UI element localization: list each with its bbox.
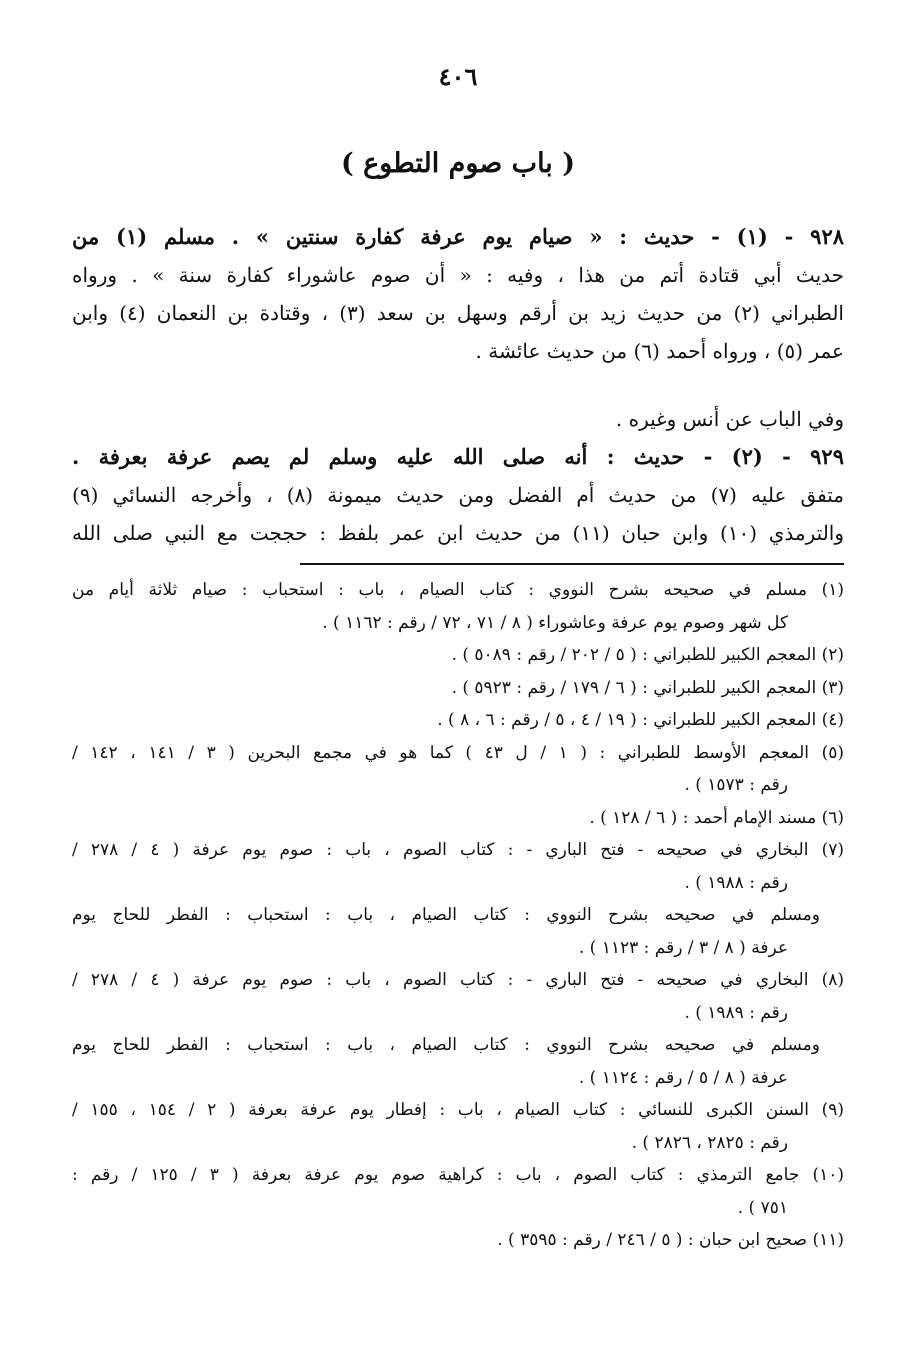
text-line: وفي الباب عن أنس وغيره . <box>615 407 844 431</box>
footnote-line: ومسلم في صحيحه بشرح النووي : كتاب الصيام ، باب : استحباب : الفطر للحاج يوم <box>72 1035 820 1055</box>
footnote-line: (٨) البخاري في صحيحه - فتح الباري - : كتاب الصوم ، باب : صوم يوم عرفة ( ٤ / ٢٧٨ / <box>72 970 844 990</box>
text-line: والترمذي (١٠) وابن حبان (١١) من حديث ابن عمر بلفظ : حججت مع النبي صلى الله <box>72 521 844 545</box>
footnote-line: (٣) المعجم الكبير للطبراني : ( ٦ / ١٧٩ / رقم : ٥٩٢٣ ) . <box>451 677 844 698</box>
footnote-line: (٢) المعجم الكبير للطبراني : ( ٥ / ٢٠٢ / رقم : ٥٠٨٩ ) . <box>451 645 844 665</box>
footnote-line: ٧٥١ ) . <box>737 1197 788 1218</box>
footnote-line: ومسلم في صحيحه بشرح النووي : كتاب الصيام ، باب : استحباب : الفطر للحاج يوم <box>72 905 820 925</box>
footnote-line: رقم : ٢٨٢٥ ، ٢٨٢٦ ) . <box>631 1132 788 1153</box>
footnote-line: (٤) المعجم الكبير للطبراني : ( ١٩ / ٤ ، ٥ / رقم : ٦ ، ٨ ) . <box>437 710 844 730</box>
paragraph-gap <box>72 370 844 400</box>
text-line: ٩٢٩ - (٢) - حديث : أنه صلى الله عليه وسلم لم يصم عرفة بعرفة . <box>72 444 844 469</box>
footnote-separator <box>300 563 844 565</box>
footnote-line: (١١) صحيح ابن حبان : ( ٥ / ٢٤٦ / رقم : ٣٥٩٥ ) . <box>497 1230 844 1250</box>
text-line: متفق عليه (٧) من حديث أم الفضل ومن حديث ميمونة (٨) ، وأخرجه النسائي (٩) <box>72 483 844 507</box>
main-text <box>72 218 844 552</box>
chapter-title: ( باب صوم التطوع ) <box>341 148 575 179</box>
footnote-line: (٦) مسند الإمام أحمد : ( ٦ / ١٢٨ ) . <box>589 807 844 828</box>
footnote-line: (١٠) جامع الترمذي : كتاب الصوم ، باب : كراهية صوم يوم عرفة بعرفة ( ٣ / ١٢٥ / رقم : <box>72 1165 844 1185</box>
text-line: حديث أبي قتادة أتم من هذا ، وفيه : « أن صوم عاشوراء كفارة سنة » . ورواه <box>72 263 844 287</box>
text-line: الطبراني (٢) من حديث زيد بن أرقم وسهل بن سعد (٣) ، وقتادة بن النعمان (٤) وابن <box>72 301 844 325</box>
footnote-line: رقم : ١٥٧٣ ) . <box>684 775 788 795</box>
footnotes-section <box>72 574 844 1257</box>
footnote-line: رقم : ١٩٨٨ ) . <box>684 872 788 893</box>
footnote-line: عرفة ( ٨ / ٣ / رقم : ١١٢٣ ) . <box>578 937 788 958</box>
footnote-line: عرفة ( ٨ / ٥ / رقم : ١١٢٤ ) . <box>578 1067 788 1088</box>
page-number: ٤٠٦ <box>438 62 478 91</box>
footnote-line: (٥) المعجم الأوسط للطبراني : ( ١ / ل ٤٣ ) كما هو في مجمع البحرين ( ٣ / ١٤١ ، ١٤٢ / <box>72 742 844 763</box>
text-line: ٩٢٨ - (١) - حديث : « صيام يوم عرفة كفارة سنتين » . مسلم (١) من <box>72 224 844 249</box>
footnote-line: كل شهر وصوم يوم عرفة وعاشوراء ( ٨ / ٧١ ، ٧٢ / رقم : ١١٦٢ ) . <box>322 612 788 633</box>
footnote-line: رقم : ١٩٨٩ ) . <box>684 1002 788 1023</box>
footnote-line: (٩) السنن الكبرى للنسائي : كتاب الصيام ، باب : إفطار يوم عرفة بعرفة ( ٢ / ١٥٤ ، ١٥٥ / <box>72 1100 844 1120</box>
footnote-line: (٧) البخاري في صحيحه - فتح الباري - : كتاب الصوم ، باب : صوم يوم عرفة ( ٤ / ٢٧٨ / <box>72 840 844 860</box>
text-line: عمر (٥) ، ورواه أحمد (٦) من حديث عائشة . <box>475 339 844 363</box>
footnote-line: (١) مسلم في صحيحه بشرح النووي : كتاب الصيام ، باب : استحباب : صيام ثلاثة أيام من <box>72 580 844 600</box>
